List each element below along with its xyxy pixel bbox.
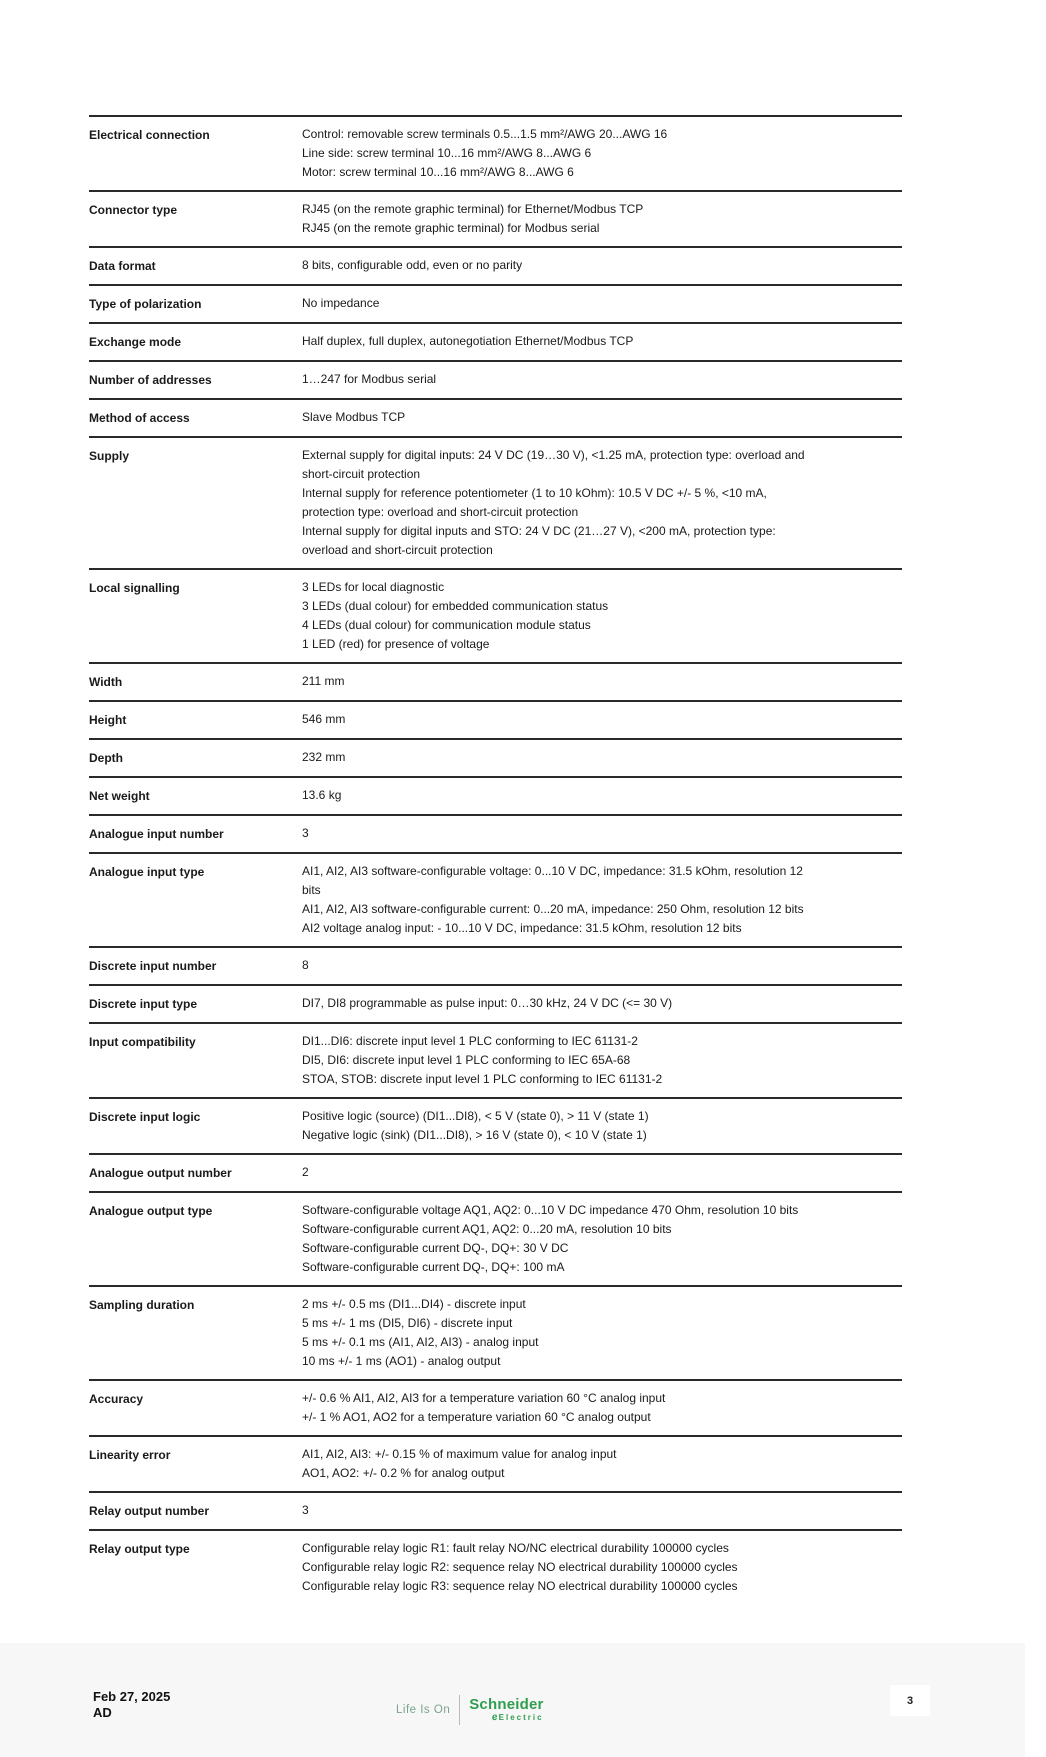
spec-value <box>302 786 902 806</box>
footer-date-block <box>93 1689 170 1721</box>
spec-label: Depth <box>89 751 123 765</box>
spec-value-line: +/- 0.6 % AI1, AI2, AI3 for a temperature variation 60 °C analog input <box>302 1391 666 1405</box>
spec-label: Sampling duration <box>89 1298 195 1312</box>
spec-value <box>302 1032 902 1089</box>
table-row <box>89 946 902 984</box>
spec-value-line: DI7, DI8 programmable as pulse input: 0…30 kHz, 24 V DC (<= 30 V) <box>302 996 673 1010</box>
spec-label: Local signalling <box>89 581 180 595</box>
spec-value <box>302 408 902 428</box>
schneider-electric-text: Electric <box>498 1713 544 1722</box>
spec-value-line: RJ45 (on the remote graphic terminal) for Ethernet/Modbus TCP <box>302 202 644 216</box>
schneider-electric-line <box>492 1713 543 1723</box>
spec-value-line: AI1, AI2, AI3: +/- 0.15 % of maximum value for analog input <box>302 1447 617 1461</box>
spec-value <box>302 1445 902 1483</box>
spec-value-line: Negative logic (sink) (DI1...DI8), > 16 V (state 0), < 10 V (state 1) <box>302 1128 647 1142</box>
spec-value <box>302 1389 902 1427</box>
spec-value-line: AI1, AI2, AI3 software-configurable current: 0...20 mA, impedance: 250 Ohm, resolution 12 bits <box>302 902 804 916</box>
spec-label: Analogue input type <box>89 865 205 879</box>
table-row <box>89 1022 902 1097</box>
spec-value <box>302 200 902 238</box>
spec-value-line: Software-configurable current AQ1, AQ2: 0...20 mA, resolution 10 bits <box>302 1222 672 1236</box>
table-row <box>89 1153 902 1191</box>
table-row <box>89 1529 902 1604</box>
spec-value-line: Software-configurable current DQ-, DQ+: 30 V DC <box>302 1241 569 1255</box>
spec-label: Electrical connection <box>89 128 210 142</box>
spec-label: Discrete input number <box>89 959 217 973</box>
spec-value-line: DI1...DI6: discrete input level 1 PLC conforming to IEC 61131-2 <box>302 1034 638 1048</box>
spec-label: Analogue output number <box>89 1166 232 1180</box>
spec-value-line: 8 bits, configurable odd, even or no parity <box>302 258 523 272</box>
spec-label: Accuracy <box>89 1392 144 1406</box>
table-row <box>89 814 902 852</box>
spec-value-line: STOA, STOB: discrete input level 1 PLC conforming to IEC 61131-2 <box>302 1072 663 1086</box>
table-row <box>89 738 902 776</box>
spec-value <box>302 710 902 730</box>
table-row <box>89 662 902 700</box>
table-row <box>89 322 902 360</box>
spec-value-line: 2 <box>302 1165 309 1179</box>
table-row <box>89 436 902 568</box>
spec-value <box>302 1539 902 1596</box>
spec-value-line: Internal supply for digital inputs and STO: 24 V DC (21…27 V), <200 mA, protection type: overload and short-circuit protection <box>302 524 776 557</box>
spec-value-line: +/- 1 % AO1, AO2 for a temperature variation 60 °C analog output <box>302 1410 651 1424</box>
spec-value-line: 10 ms +/- 1 ms (AO1) - analog output <box>302 1354 501 1368</box>
spec-value <box>302 862 902 938</box>
spec-value <box>302 332 902 352</box>
spec-value-line: AI1, AI2, AI3 software-configurable voltage: 0...10 V DC, impedance: 31.5 kOhm, resolution 12 bits <box>302 864 803 897</box>
page-number: 3 <box>906 1694 914 1707</box>
spec-label: Height <box>89 713 127 727</box>
spec-label: Connector type <box>89 203 178 217</box>
spec-value <box>302 1107 902 1145</box>
footer <box>0 1643 1025 1757</box>
spec-label: Input compatibility <box>89 1035 196 1049</box>
table-row <box>89 284 902 322</box>
spec-value <box>302 1163 902 1183</box>
spec-value-line: Configurable relay logic R3: sequence relay NO electrical durability 100000 cycles <box>302 1579 738 1593</box>
table-row <box>89 1491 902 1529</box>
table-row <box>89 984 902 1022</box>
table-row <box>89 1379 902 1435</box>
spec-label: Discrete input type <box>89 997 198 1011</box>
table-row <box>89 115 902 190</box>
spec-value <box>302 1201 902 1277</box>
spec-label: Discrete input logic <box>89 1110 201 1124</box>
spec-value-line: 4 LEDs (dual colour) for communication module status <box>302 618 591 632</box>
table-row <box>89 398 902 436</box>
spec-value-line: Software-configurable voltage AQ1, AQ2: 0...10 V DC impedance 470 Ohm, resolution 10 bits <box>302 1203 799 1217</box>
spec-value-line: Configurable relay logic R1: fault relay NO/NC electrical durability 100000 cycles <box>302 1541 729 1555</box>
spec-value-line: Slave Modbus TCP <box>302 410 406 424</box>
spec-value <box>302 1295 902 1371</box>
spec-label: Method of access <box>89 411 190 425</box>
spec-value-line: 5 ms +/- 1 ms (DI5, DI6) - discrete input <box>302 1316 513 1330</box>
spec-value <box>302 824 902 844</box>
spec-label: Analogue output type <box>89 1204 213 1218</box>
spec-value-line: 3 <box>302 1503 309 1517</box>
spec-value <box>302 956 902 976</box>
spec-value-line: 5 ms +/- 0.1 ms (AI1, AI2, AI3) - analog input <box>302 1335 539 1349</box>
spec-label: Width <box>89 675 123 689</box>
spec-value-line: 1…247 for Modbus serial <box>302 372 437 386</box>
spec-label: Number of addresses <box>89 373 212 387</box>
spec-value-line: AI2 voltage analog input: - 10...10 V DC, impedance: 31.5 kOhm, resolution 12 bits <box>302 921 742 935</box>
spec-value <box>302 748 902 768</box>
table-row <box>89 568 902 662</box>
footer-date: Feb 27, 2025 <box>93 1689 171 1704</box>
spec-value-line: 13.6 kg <box>302 788 342 802</box>
spec-label: Type of polarization <box>89 297 202 311</box>
logo-divider <box>459 1695 460 1725</box>
table-row <box>89 776 902 814</box>
schneider-logo <box>396 1695 544 1725</box>
spec-value-line: 546 mm <box>302 712 346 726</box>
spec-value <box>302 446 902 560</box>
spec-value <box>302 125 902 182</box>
spec-value-line: No impedance <box>302 296 380 310</box>
table-row <box>89 852 902 946</box>
table-row <box>89 1191 902 1285</box>
spec-label: Analogue input number <box>89 827 224 841</box>
spec-value-line: Control: removable screw terminals 0.5...1.5 mm²/AWG 20...AWG 16 <box>302 127 668 141</box>
spec-value-line: 8 <box>302 958 309 972</box>
footer-code: AD <box>93 1705 112 1720</box>
schneider-e-icon: e <box>490 1711 499 1724</box>
spec-value <box>302 370 902 390</box>
spec-table <box>89 115 902 1604</box>
spec-value <box>302 256 902 276</box>
spec-label: Data format <box>89 259 156 273</box>
spec-value-line: 1 LED (red) for presence of voltage <box>302 637 490 651</box>
spec-value-line: Positive logic (source) (DI1...DI8), < 5 V (state 0), > 11 V (state 1) <box>302 1109 649 1123</box>
spec-value-line: Configurable relay logic R2: sequence relay NO electrical durability 100000 cycles <box>302 1560 738 1574</box>
spec-label: Exchange mode <box>89 335 182 349</box>
spec-label: Relay output number <box>89 1504 210 1518</box>
table-row <box>89 1435 902 1491</box>
schneider-brand <box>469 1697 543 1723</box>
spec-label: Linearity error <box>89 1448 171 1462</box>
table-row <box>89 1097 902 1153</box>
spec-label: Net weight <box>89 789 150 803</box>
spec-value-line: DI5, DI6: discrete input level 1 PLC conforming to IEC 65A-68 <box>302 1053 631 1067</box>
table-row <box>89 246 902 284</box>
spec-value-line: 3 <box>302 826 309 840</box>
spec-value-line: RJ45 (on the remote graphic terminal) for Modbus serial <box>302 221 600 235</box>
spec-value-line: 3 LEDs (dual colour) for embedded communication status <box>302 599 609 613</box>
spec-value-line: 2 ms +/- 0.5 ms (DI1...DI4) - discrete input <box>302 1297 526 1311</box>
spec-value-line: External supply for digital inputs: 24 V DC (19…30 V), <1.25 mA, protection type: overload and short-circuit protection <box>302 448 805 481</box>
spec-value <box>302 294 902 314</box>
table-row <box>89 190 902 246</box>
spec-value <box>302 994 902 1014</box>
table-row <box>89 700 902 738</box>
spec-value-line: Software-configurable current DQ-, DQ+: 100 mA <box>302 1260 565 1274</box>
spec-label: Relay output type <box>89 1542 190 1556</box>
spec-value-line: 211 mm <box>302 674 345 688</box>
page-number-box <box>890 1685 930 1716</box>
spec-value <box>302 672 902 692</box>
spec-value-line: 3 LEDs for local diagnostic <box>302 580 445 594</box>
spec-value-line: Line side: screw terminal 10...16 mm²/AWG 8...AWG 6 <box>302 146 592 160</box>
life-is-on-text: Life Is On <box>396 1704 451 1716</box>
spec-value-line: Half duplex, full duplex, autonegotiation Ethernet/Modbus TCP <box>302 334 634 348</box>
spec-label: Supply <box>89 449 130 463</box>
spec-value <box>302 578 902 654</box>
spec-value-line: AO1, AO2: +/- 0.2 % for analog output <box>302 1466 505 1480</box>
table-row <box>89 1285 902 1379</box>
spec-value-line: Motor: screw terminal 10...16 mm²/AWG 8...AWG 6 <box>302 165 574 179</box>
spec-value-line: Internal supply for reference potentiometer (1 to 10 kOhm): 10.5 V DC +/- 5 %, <10 mA, protection type: overload and short-circuit protection <box>302 486 767 519</box>
spec-value <box>302 1501 902 1521</box>
schneider-brand-name: Schneider <box>469 1696 544 1713</box>
table-row <box>89 360 902 398</box>
spec-value-line: 232 mm <box>302 750 346 764</box>
